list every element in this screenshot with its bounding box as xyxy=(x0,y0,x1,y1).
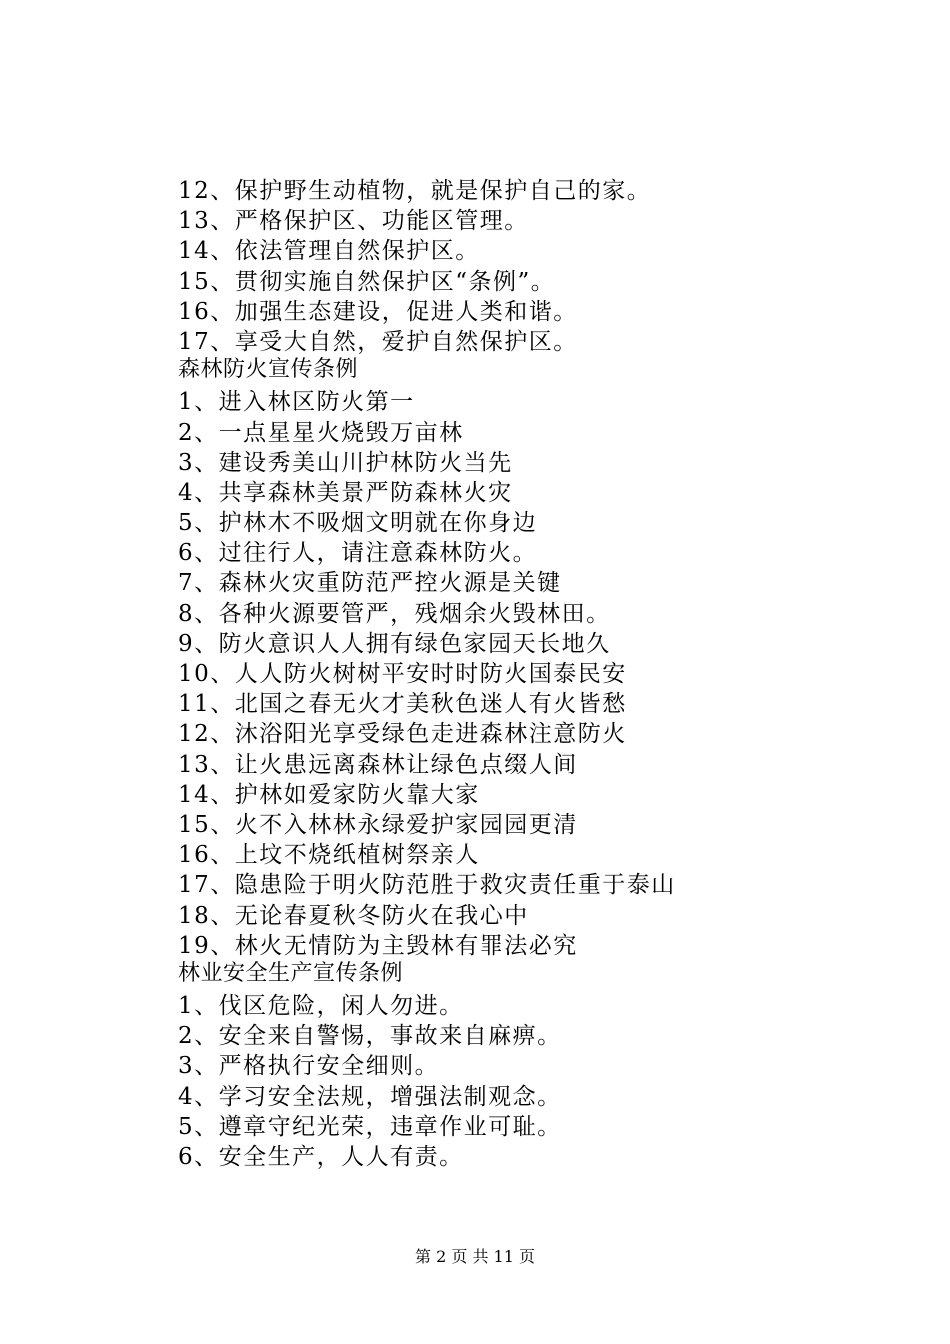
list-item: 17、享受大自然，爱护自然保护区。 xyxy=(178,328,578,355)
list-item: 8、各种火源要管严，残烟余火毁林田。 xyxy=(178,600,611,627)
document-body xyxy=(178,176,778,1172)
list-item: 5、遵章守纪光荣，违章作业可耻。 xyxy=(178,1113,562,1140)
list-item: 11、北国之春无火才美秋色迷人有火皆愁 xyxy=(178,691,627,718)
list-item: 6、过往行人，请注意森林防火。 xyxy=(178,540,538,567)
section-heading: 林业安全生产宣传条例 xyxy=(178,960,404,986)
list-item: 4、学习安全法规，增强法制观念。 xyxy=(178,1083,562,1110)
page-number-footer: 第 2 页 共 11 页 xyxy=(415,1247,535,1266)
list-item: 16、加强生态建设，促进人类和谐。 xyxy=(178,298,578,325)
list-item: 5、护林木不吸烟文明就在你身边 xyxy=(178,510,538,537)
section-nature-reserve xyxy=(178,176,778,357)
list-item: 7、森林火灾重防范严控火源是关键 xyxy=(178,570,562,597)
list-item: 14、护林如爱家防火靠大家 xyxy=(178,781,480,808)
list-item: 17、隐患险于明火防范胜于救灾责任重于泰山 xyxy=(178,872,676,899)
list-item: 13、严格保护区、功能区管理。 xyxy=(178,208,529,235)
list-item: 18、无论春夏秋冬防火在我心中 xyxy=(178,902,529,929)
section-forestry-safety xyxy=(178,961,778,1172)
list-item: 19、林火无情防为主毁林有罪法必究 xyxy=(178,932,578,959)
section-heading: 森林防火宣传条例 xyxy=(178,357,359,383)
list-item: 15、火不入林林永绿爱护家园园更清 xyxy=(178,811,578,838)
section-forest-fire xyxy=(178,357,778,961)
list-item: 6、安全生产，人人有责。 xyxy=(178,1144,464,1170)
list-item: 14、依法管理自然保护区。 xyxy=(178,238,480,265)
list-item: 10、人人防火树树平安时时防火国泰民安 xyxy=(178,661,627,687)
list-item: 9、防火意识人人拥有绿色家园天长地久 xyxy=(178,630,611,657)
list-item: 15、贯彻实施自然保护区“条例”。 xyxy=(178,268,556,295)
list-item: 3、建设秀美山川护林防火当先 xyxy=(178,449,513,476)
list-item: 16、上坟不烧纸植树祭亲人 xyxy=(178,842,480,869)
list-item: 2、一点星星火烧毁万亩林 xyxy=(178,419,464,446)
list-item: 2、安全来自警惕，事故来自麻痹。 xyxy=(178,1023,562,1050)
list-item: 13、让火患远离森林让绿色点缀人间 xyxy=(178,751,578,778)
list-item: 12、保护野生动植物，就是保护自己的家。 xyxy=(178,178,652,204)
list-item: 4、共享森林美景严防森林火灾 xyxy=(178,479,513,506)
list-item: 3、严格执行安全细则。 xyxy=(178,1053,440,1080)
list-item: 1、伐区危险，闲人勿进。 xyxy=(178,993,464,1020)
list-item: 1、进入林区防火第一 xyxy=(178,389,415,416)
list-item: 12、沐浴阳光享受绿色走进森林注意防火 xyxy=(178,721,627,748)
